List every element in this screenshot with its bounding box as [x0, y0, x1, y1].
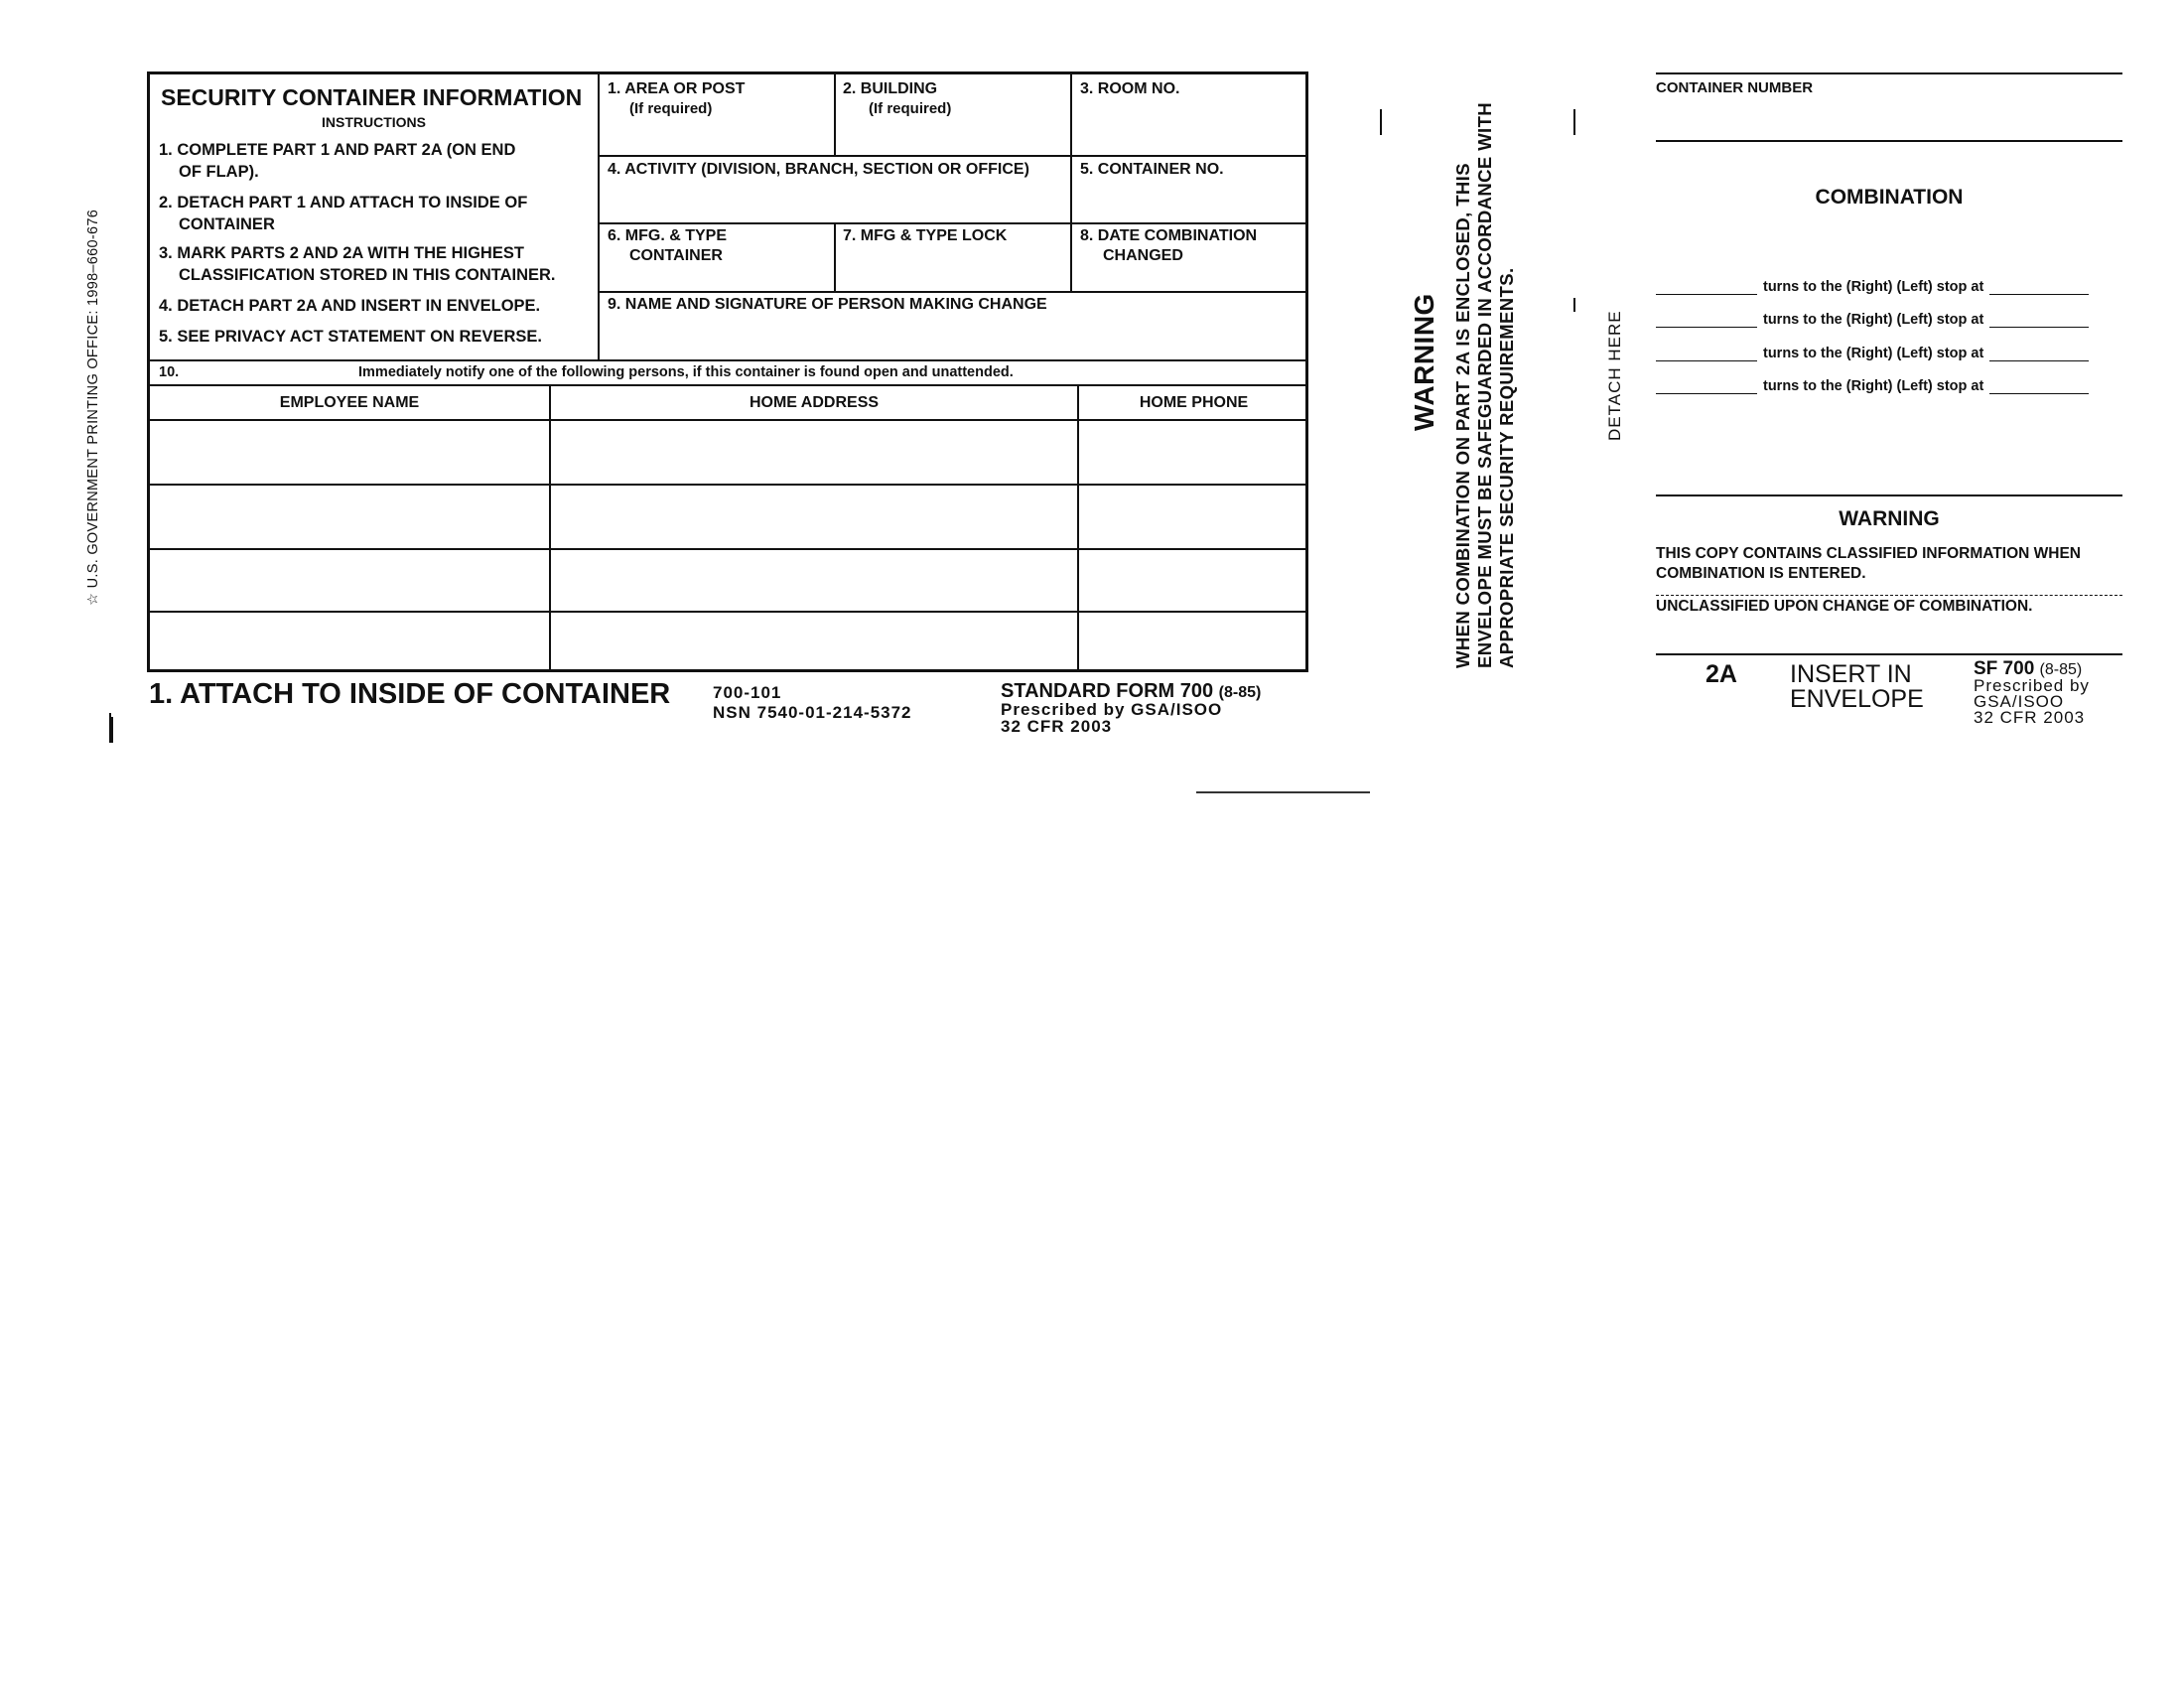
table-row[interactable] — [150, 613, 1308, 672]
table-row[interactable] — [150, 550, 1308, 611]
part2a-sf-label: SF 700 (8-85) — [1974, 658, 2083, 679]
instruction-1: 1. COMPLETE PART 1 AND PART 2A (ON END OF FLAP). — [159, 141, 516, 181]
detach-here-label: DETACH HERE — [1605, 310, 1624, 441]
prescribed-by: Prescribed by GSA/ISOO — [1001, 700, 1223, 719]
part2a-warning-heading: WARNING — [1839, 507, 1940, 530]
scan-line — [1196, 791, 1370, 793]
field-room-no[interactable]: 3. ROOM NO. — [1080, 80, 1180, 97]
combination-row[interactable]: turns to the (Right) (Left) stop at — [1656, 312, 2089, 328]
margin-mark — [111, 717, 113, 743]
combination-heading: COMBINATION — [1815, 186, 1964, 209]
part2a-prescribed-1: Prescribed by — [1974, 676, 2090, 695]
field-mfg-type-container[interactable]: 6. MFG. & TYPE CONTAINER — [608, 227, 728, 264]
instructions-heading: INSTRUCTIONS — [322, 114, 426, 130]
divider — [1656, 494, 2122, 496]
part2a-warning-text-1: THIS COPY CONTAINS CLASSIFIED INFORMATION WHEN — [1656, 545, 2081, 562]
standard-form-label: STANDARD FORM 700 (8-85) — [1001, 680, 1262, 702]
container-number-field[interactable] — [1656, 140, 2122, 142]
instruction-3: 3. MARK PARTS 2 AND 2A WITH THE HIGHEST CLASSIFICATION STORED IN THIS CONTAINER. — [159, 244, 556, 284]
envelope-warning-line-3: APPROPRIATE SECURITY REQUIREMENTS. — [1496, 267, 1517, 668]
form-code: 700-101 — [713, 683, 782, 702]
notify-instruction: Immediately notify one of the following persons, if this container is found open and unattended. — [358, 364, 1014, 380]
combination-row[interactable]: turns to the (Right) (Left) stop at — [1656, 279, 2089, 295]
part2a-prescribed-2: GSA/ISOO — [1974, 692, 2065, 711]
field-name-signature[interactable]: 9. NAME AND SIGNATURE OF PERSON MAKING CHANGE — [608, 296, 1047, 313]
table-row[interactable] — [150, 421, 1308, 484]
divider — [1656, 72, 2122, 74]
divider — [1656, 653, 2122, 655]
field-date-combination-changed[interactable]: 8. DATE COMBINATION CHANGED — [1080, 227, 1258, 264]
envelope-warning-line-1: WHEN COMBINATION ON PART 2A IS ENCLOSED, THIS — [1452, 163, 1473, 668]
notify-number: 10. — [159, 364, 180, 380]
envelope-warning-heading: WARNING — [1409, 293, 1439, 431]
insert-in-envelope-2: ENVELOPE — [1790, 685, 1924, 713]
nsn-number: NSN 7540-01-214-5372 — [713, 703, 912, 722]
combination-row[interactable]: turns to the (Right) (Left) stop at — [1656, 378, 2089, 394]
part2a-cfr: 32 CFR 2003 — [1974, 708, 2086, 727]
part2a-warning-text-2: COMBINATION IS ENTERED. — [1656, 565, 1866, 582]
field-mfg-type-lock[interactable]: 7. MFG & TYPE LOCK — [843, 227, 1008, 244]
dashed-divider — [1656, 595, 2122, 596]
printing-office-note: ☆ U.S. GOVERNMENT PRINTING OFFICE: 1998–660-676 — [85, 209, 101, 606]
unclassified-note: UNCLASSIFIED UPON CHANGE OF COMBINATION. — [1656, 598, 2033, 615]
field-activity[interactable]: 4. ACTIVITY (DIVISION, BRANCH, SECTION OR OFFICE) — [608, 161, 1029, 178]
instruction-2: 2. DETACH PART 1 AND ATTACH TO INSIDE OF CONTAINER — [159, 194, 528, 233]
combination-row[interactable]: turns to the (Right) (Left) stop at — [1656, 346, 2089, 361]
field-area-or-post[interactable]: 1. AREA OR POST (If required) — [608, 80, 746, 117]
col-header-home-phone: HOME PHONE — [1139, 394, 1249, 411]
envelope-warning-line-2: ENVELOPE MUST BE SAFEGUARDED IN ACCORDANCE WITH — [1474, 101, 1495, 668]
fold-mark — [1380, 109, 1382, 135]
fold-mark — [1573, 109, 1575, 135]
container-number-label: CONTAINER NUMBER — [1656, 79, 1814, 96]
insert-in-envelope-1: INSERT IN — [1790, 660, 1912, 688]
part-2a-label: 2A — [1706, 660, 1737, 688]
field-building[interactable]: 2. BUILDING (If required) — [843, 80, 952, 117]
instruction-5: 5. SEE PRIVACY ACT STATEMENT ON REVERSE. — [159, 328, 542, 346]
fold-mark — [1573, 298, 1575, 312]
instruction-4: 4. DETACH PART 2A AND INSERT IN ENVELOPE. — [159, 297, 541, 315]
col-header-employee-name: EMPLOYEE NAME — [279, 394, 420, 411]
form-title: SECURITY CONTAINER INFORMATION — [161, 84, 583, 110]
security-container-form — [147, 71, 1308, 672]
table-row[interactable] — [150, 486, 1308, 548]
attach-instruction-title: 1. ATTACH TO INSIDE OF CONTAINER — [149, 678, 671, 710]
field-container-no[interactable]: 5. CONTAINER NO. — [1080, 161, 1224, 178]
cfr-reference: 32 CFR 2003 — [1001, 717, 1113, 736]
col-header-home-address: HOME ADDRESS — [749, 394, 880, 411]
